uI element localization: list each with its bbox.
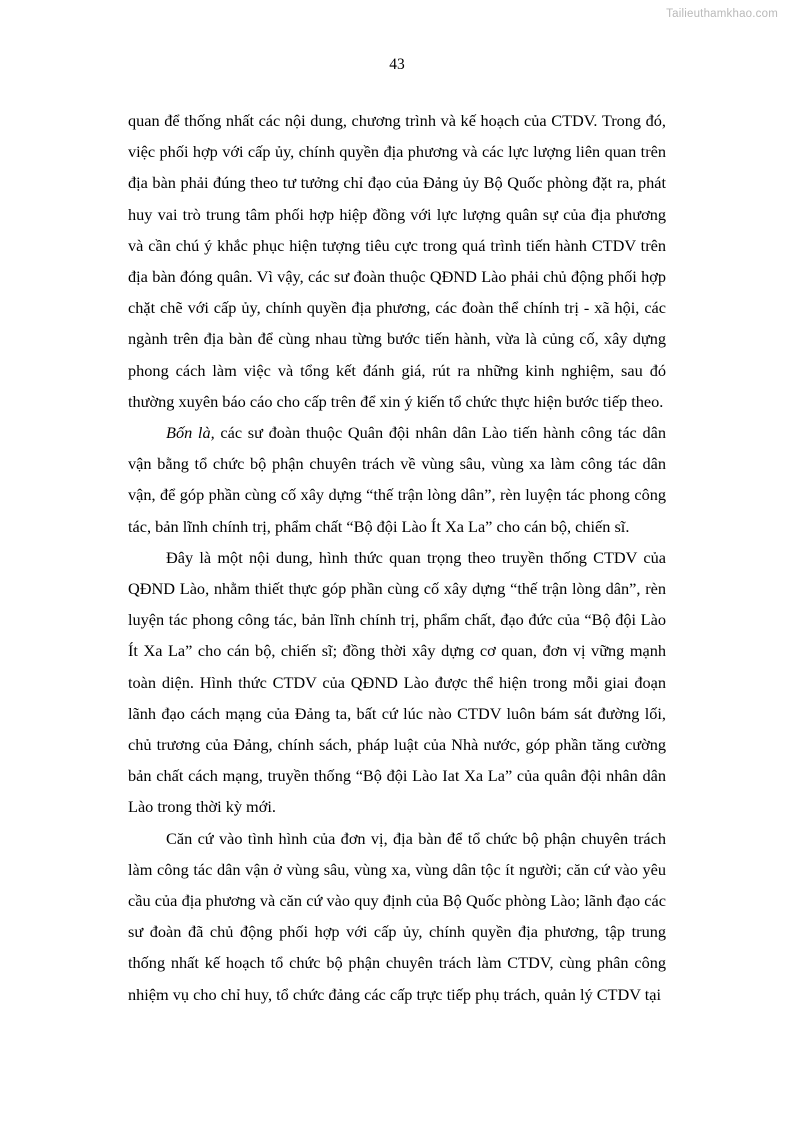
paragraph-3: Đây là một nội dung, hình thức quan trọng theo truyền thống CTDV của QĐND Lào, nhằm thiết thực góp phần cùng cố xây dựng “thế trận lòng dân”, rèn luyện tác phong công tác, bản lĩnh chính trị, phẩm chất, đạo đức của “Bộ đội Lào Ít Xa La” cho cán bộ, chiến sĩ; đồng thời xây dựng cơ quan, đơn vị vững mạnh toàn diện. Hình thức CTDV của QĐND Lào được thể hiện trong mỗi giai đoạn lãnh đạo cách mạng của Đảng ta, bất cứ lúc nào CTDV luôn bám sát đường lối, chủ trương của Đảng, chính sách, pháp luật của Nhà nước, góp phần tăng cường bản chất cách mạng, truyền thống “Bộ đội Lào Iat Xa La” của quân đội nhân dân Lào trong thời kỳ mới. <box>128 547 666 817</box>
page-number: 43 <box>389 56 405 73</box>
paragraph-2-text: các sư đoàn thuộc Quân đội nhân dân Lào tiến hành công tác dân vận bằng tổ chức bộ phận chuyên trách về vùng sâu, vùng xa làm công tác dân vận, để góp phần cùng cố xây dựng “thế trận lòng dân”, rèn luyện tác phong công tác, bản lĩnh chính trị, phẩm chất “Bộ đội Lào Ít Xa La” cho cán bộ, chiến sĩ. <box>128 423 666 536</box>
watermark-text: Tailieuthamkhao.com <box>666 8 778 20</box>
paragraph-2-lead: Bốn là, <box>166 423 215 443</box>
paragraph-4: Căn cứ vào tình hình của đơn vị, địa bàn để tổ chức bộ phận chuyên trách làm công tác dân vận ở vùng sâu, vùng xa, vùng dân tộc ít người; căn cứ vào yêu cầu của địa phương và căn cứ vào quy định của Bộ Quốc phòng Lào; lãnh đạo các sư đoàn đã chủ động phối hợp với cấp ủy, chính quyền địa phương, tập trung thống nhất kế hoạch tổ chức bộ phận chuyên trách làm CTDV, cùng phân công nhiệm vụ cho chỉ huy, tổ chức đảng các cấp trực tiếp phụ trách, quản lý CTDV tại <box>128 828 666 1004</box>
page-body <box>128 105 666 1010</box>
paragraph-2 <box>128 417 666 542</box>
paragraph-1: quan để thống nhất các nội dung, chương trình và kế hoạch của CTDV. Trong đó, việc phối hợp với cấp ủy, chính quyền địa phương và các lực lượng liên quan trên địa bàn phải đúng theo tư tưởng chỉ đạo của Đảng ủy Bộ Quốc phòng đặt ra, phát huy vai trò trung tâm phối hợp hiệp đồng với lực lượng quân sự của địa phương và cần chú ý khắc phục hiện tượng tiêu cực trong quá trình tiến hành CTDV trên địa bàn đóng quân. Vì vậy, các sư đoàn thuộc QĐND Lào phải chủ động phối hợp chặt chẽ với cấp ủy, chính quyền địa phương, các đoàn thể chính trị - xã hội, các ngành trên địa bàn để cùng nhau từng bước tiến hành, vừa là củng cố, xây dựng phong cách làm việc và tổng kết đánh giá, rút ra những kinh nghiệm, sau đó thường xuyên báo cáo cho cấp trên để xin ý kiến tổ chức thực hiện bước tiếp theo. <box>128 111 666 411</box>
